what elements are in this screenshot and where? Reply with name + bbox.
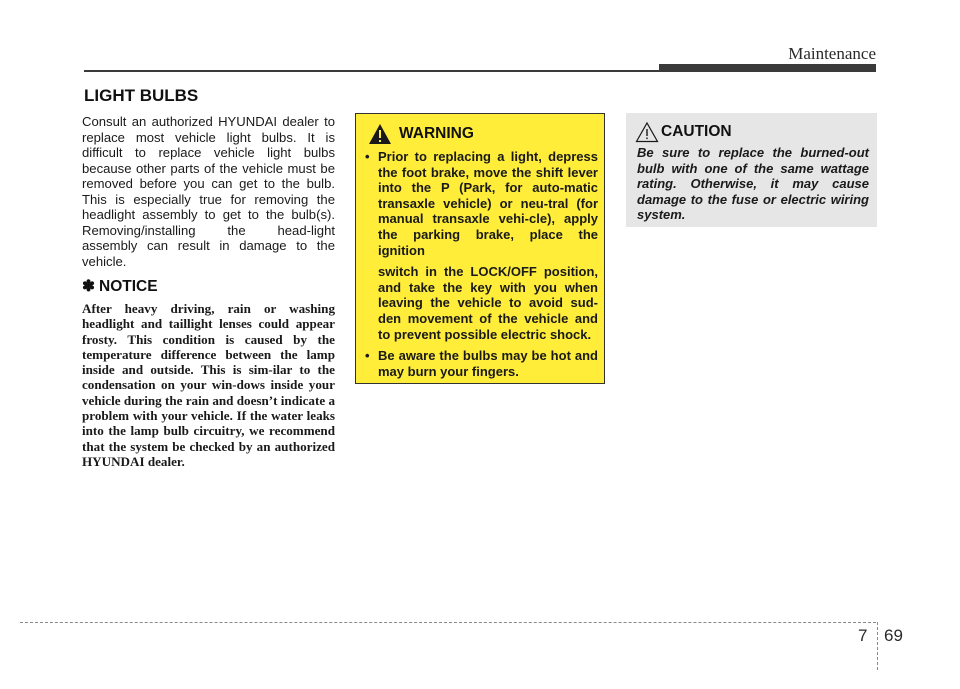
notice-star-icon: ✽ <box>82 278 95 295</box>
caution-body: Be sure to replace the burned-out bulb with one of the same wattage rating. Otherwise, it may cause damage to the fuse or electric wiring system. <box>637 145 869 223</box>
caution-heading <box>635 121 732 143</box>
warning-item <box>365 149 598 342</box>
warning-item-text: • Prior to replacing a light, depress the foot brake, move the shift lever into the P (Park, for auto-matic transaxle vehicle) or neu-tral (for manual transaxle vehi-cle), apply the parking brake, place the ignition <box>378 149 598 258</box>
footer-divider <box>877 622 878 670</box>
page-number: 69 <box>884 626 903 645</box>
warning-list <box>365 149 598 379</box>
warning-heading <box>368 123 474 145</box>
notice-heading <box>82 277 158 296</box>
header-title: Maintenance <box>788 44 876 63</box>
warning-item <box>365 348 598 379</box>
caution-triangle-icon <box>635 121 659 143</box>
caution-title: CAUTION <box>661 123 732 140</box>
notice-body: After heavy driving, rain or washing headlight and taillight lenses could appear frosty. This condition is caused by the temperature difference between the lamp inside and outside. This is sim-ilar to the condensation on your win-dows inside your vehicle during the rain and doesn’t indicate a problem with your vehicle. If the water leaks into the lamp bulb circuitry, we recommend that the system be checked by an authorized HYUNDAI dealer. <box>82 301 335 469</box>
caution-box <box>626 113 877 227</box>
section-title: LIGHT BULBS <box>84 86 199 105</box>
warning-title: WARNING <box>399 125 474 142</box>
header-bar <box>659 64 876 72</box>
warning-item-text: • Be aware the bulbs may be hot and may burn your fingers. <box>378 348 598 379</box>
header-rule <box>84 70 659 72</box>
notice-title: NOTICE <box>99 278 158 295</box>
chapter-number: 7 <box>858 626 868 645</box>
warning-box <box>355 113 605 384</box>
footer-rule <box>20 622 876 623</box>
warning-triangle-icon <box>368 123 392 145</box>
section-body: Consult an authorized HYUNDAI dealer to replace most vehicle light bulbs. It is difficult to replace vehicle light bulbs because other parts of the vehicle must be removed before you can get to the bulb. This is especially true for removing the headlight assembly to get to the bulb(s). Removing/installing the head-light assembly can result in damage to the vehicle. <box>82 114 335 269</box>
warning-item-text: switch in the LOCK/OFF position, and take the key with you when leaving the vehicle to avoid sud-den movement of the vehicle and to prevent possible electric shock. <box>378 264 598 342</box>
